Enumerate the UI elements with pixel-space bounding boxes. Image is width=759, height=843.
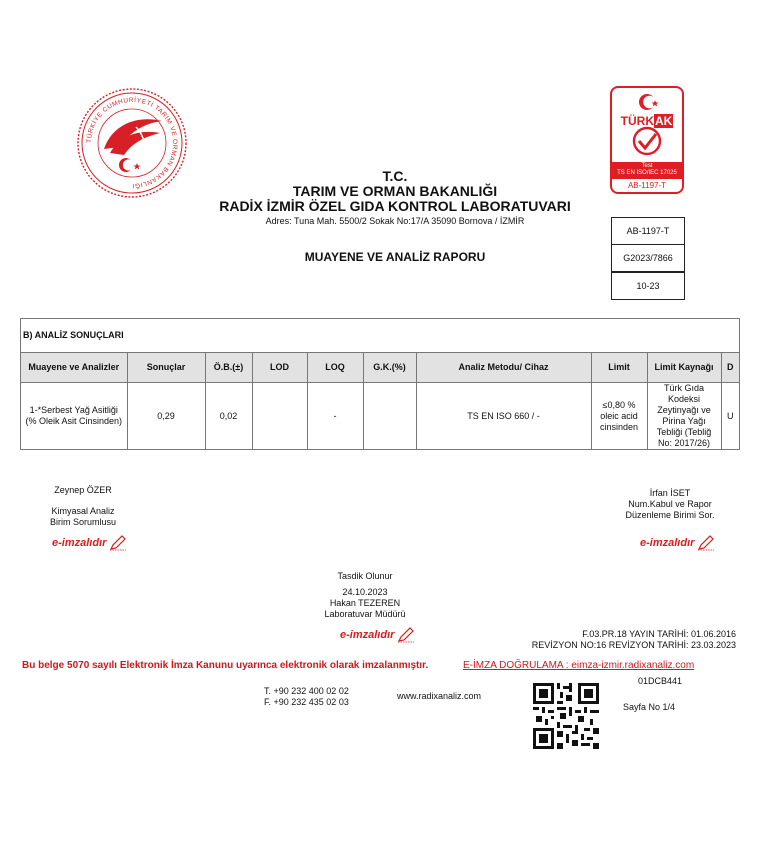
col-header-ob: Ö.B.(±) — [205, 353, 252, 383]
website-link[interactable]: www.radixanaliz.com — [397, 691, 482, 701]
esign-verification-link[interactable]: E-İMZA DOĞRULAMA : eimza-izmir.radixanaliz.com — [463, 660, 695, 671]
turkak-brand-left: TÜRK — [620, 114, 654, 128]
cell-gk — [363, 383, 416, 450]
header-address: Adres: Tuna Mah. 5500/2 Sokak No:17/A 35090 Bornova / İZMİR — [265, 216, 525, 226]
header-lab-name: RADİX İZMİR ÖZEL GIDA KONTROL LABORATUVARI — [219, 198, 571, 214]
page-number: Sayfa No 1/4 — [623, 702, 676, 712]
right-signatory-title1: Num.Kabul ve Rapor — [628, 499, 712, 509]
pen-icon — [697, 535, 715, 551]
ref-report-no: G2023/7866 — [611, 244, 685, 272]
cell-limit: ≤0,80 % oleic acid cinsinden — [591, 383, 647, 450]
pen-icon — [397, 627, 415, 643]
left-signatory-title2: Birim Sorumlusu — [49, 517, 116, 527]
col-header-result: Sonuçlar — [127, 353, 205, 383]
right-signatory-name: İrfan İSET — [649, 488, 691, 498]
cell-analysis: 1-*Serbest Yağ Asitliği (% Oleik Asit Cinsinden) — [21, 383, 127, 450]
form-revision: REVİZYON NO:16 REVİZYON TARİHİ: 23.03.2023 — [531, 640, 736, 650]
col-header-loq: LOQ — [307, 353, 363, 383]
cell-limit-source: Türk Gıda Kodeksi Zeytinyağı ve Pirina Yağı Tebliği (Tebliğ No: 2017/26) — [647, 383, 721, 450]
center-esign-label: e-imzalıdır — [340, 628, 395, 641]
left-signatory-name: Zeynep ÖZER — [54, 485, 112, 495]
ref-accreditation-no: AB-1197-T — [611, 217, 685, 245]
approval-label: Tasdik Olunur — [337, 571, 393, 581]
director-name: Hakan TEZEREN — [329, 598, 401, 608]
center-esign-stamp — [340, 627, 415, 643]
table-row — [21, 383, 739, 450]
turkak-brand-right: AK — [654, 114, 673, 128]
col-header-gk: G.K.(%) — [363, 353, 416, 383]
director-title: Laboratuvar Müdürü — [324, 609, 406, 619]
cell-method: TS EN ISO 660 / - — [416, 383, 591, 450]
right-signatory-title2: Düzenleme Birimi Sor. — [625, 510, 715, 520]
right-esign-label: e-imzalıdır — [640, 536, 695, 549]
col-header-analysis: Muayene ve Analizler — [21, 353, 127, 383]
cell-d: U — [721, 383, 739, 450]
document-code: 01DCB441 — [638, 676, 683, 686]
col-header-lod: LOD — [252, 353, 307, 383]
col-header-method: Analiz Metodu/ Cihaz — [416, 353, 591, 383]
turkak-test-label: Test — [641, 163, 653, 169]
header-ministry: TARIM VE ORMAN BAKANLIĞI — [292, 183, 498, 199]
table-header-row — [21, 353, 739, 383]
pen-icon — [109, 535, 127, 551]
turkak-standard: TS EN ISO/IEC 17025 — [617, 170, 677, 176]
right-esign-stamp — [640, 535, 715, 551]
cell-loq: - — [307, 383, 363, 450]
qr-code-icon — [533, 683, 599, 749]
phone-number: T. +90 232 400 02 02 — [264, 686, 349, 696]
analysis-results-table — [20, 318, 740, 450]
cell-lod — [252, 383, 307, 450]
turkak-accreditation-badge — [610, 86, 684, 194]
left-esign-label: e-imzalıdır — [52, 536, 107, 549]
left-signatory-title1: Kimyasal Analiz — [51, 506, 115, 516]
col-header-limit: Limit — [591, 353, 647, 383]
left-esign-stamp — [52, 535, 127, 551]
approval-date: 24.10.2023 — [342, 587, 388, 597]
seal-ring-text: TÜRKİYE CUMHURİYETİ TARIM VE ORMAN BAKANLIĞI — [85, 96, 179, 190]
results-section-title: B) ANALİZ SONUÇLARI — [21, 319, 739, 353]
fax-number: F. +90 232 435 02 03 — [264, 697, 349, 707]
cell-ob: 0,02 — [205, 383, 252, 450]
ref-period: 10-23 — [611, 272, 685, 300]
col-header-limit-source: Limit Kaynağı — [647, 353, 721, 383]
col-header-d: D — [721, 353, 739, 383]
header-line-tc: T.C. — [382, 168, 408, 184]
turkak-accreditation-no: AB-1197-T — [627, 181, 667, 190]
cell-result: 0,29 — [127, 383, 205, 450]
ministry-seal-logo — [76, 87, 188, 199]
report-title: MUAYENE VE ANALİZ RAPORU — [304, 250, 486, 264]
form-publish-date: F.03.PR.18 YAYIN TARİHİ: 01.06.2016 — [582, 629, 736, 639]
electronic-signature-notice: Bu belge 5070 sayılı Elektronik İmza Kanunu uyarınca elektronik olarak imzalanmıştır. — [22, 660, 429, 671]
